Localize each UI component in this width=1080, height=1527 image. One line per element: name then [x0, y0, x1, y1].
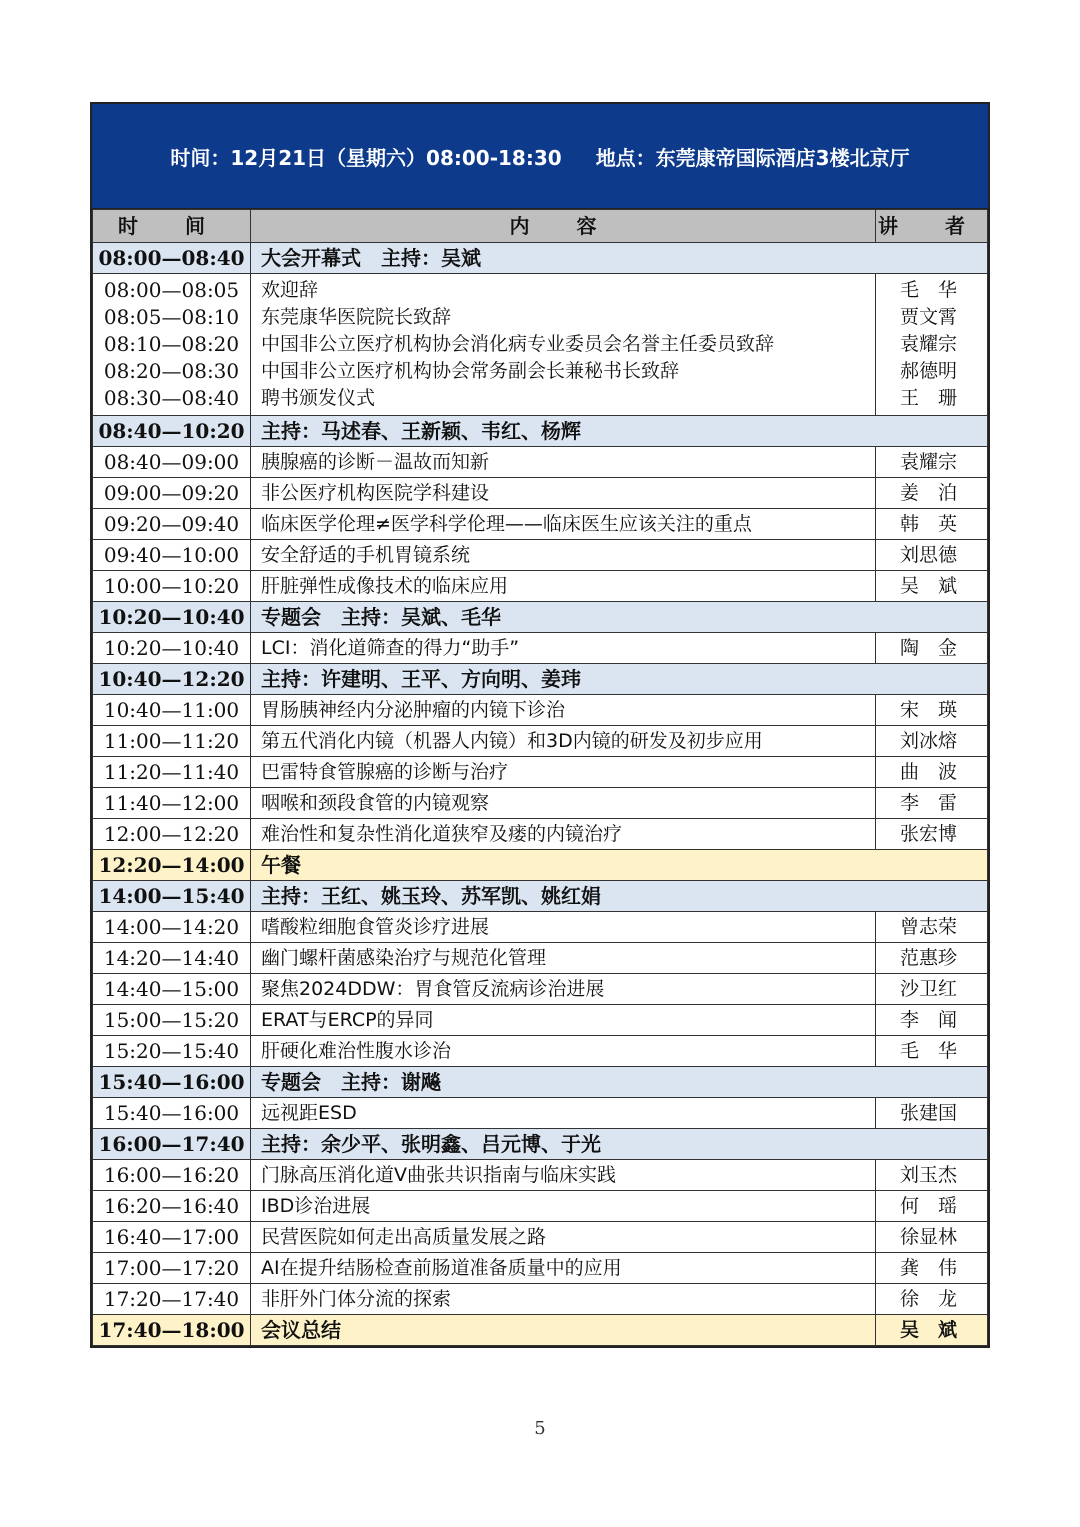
opening-time: 08:00—08:05 — [103, 278, 240, 302]
table-row — [93, 1191, 988, 1222]
row-time: 10:20—10:40 — [93, 602, 251, 633]
row-speaker: 曾志荣 — [876, 912, 988, 943]
table-row — [93, 509, 988, 540]
row-content: 难治性和复杂性消化道狭窄及瘘的内镜治疗 — [251, 819, 876, 850]
row-content: 专题会 主持：吴斌、毛华 — [251, 602, 988, 633]
row-time: 15:00—15:20 — [93, 1005, 251, 1036]
opening-items — [93, 274, 988, 416]
section-row — [93, 416, 988, 447]
row-time: 10:20—10:40 — [93, 633, 251, 664]
row-content: 幽门螺杆菌感染治疗与规范化管理 — [251, 943, 876, 974]
schedule-table — [90, 102, 990, 1348]
row-time: 09:00—09:20 — [93, 478, 251, 509]
opening-time: 08:20—08:30 — [103, 359, 240, 383]
row-time: 09:40—10:00 — [93, 540, 251, 571]
header-content: 内 容 — [251, 210, 876, 243]
highlight-row — [93, 850, 988, 881]
row-time: 08:40—10:20 — [93, 416, 251, 447]
section-row — [93, 664, 988, 695]
opening-topics — [251, 274, 876, 416]
row-time: 10:40—12:20 — [93, 664, 251, 695]
table-row — [93, 447, 988, 478]
table-row — [93, 1284, 988, 1315]
section-time: 08:00—08:40 — [93, 243, 251, 274]
row-content: 民营医院如何走出高质量发展之路 — [251, 1222, 876, 1253]
section-row — [93, 1067, 988, 1098]
row-time: 08:40—09:00 — [93, 447, 251, 478]
row-content: 嗜酸粒细胞食管炎诊疗进展 — [251, 912, 876, 943]
opening-speaker: 贾文霄 — [900, 306, 958, 328]
row-content: ERAT与ERCP的异同 — [251, 1005, 876, 1036]
row-content: 安全舒适的手机胃镜系统 — [251, 540, 876, 571]
row-speaker: 徐显林 — [876, 1222, 988, 1253]
row-content: LCI：消化道筛查的得力“助手” — [251, 633, 876, 664]
row-content: 肝脏弹性成像技术的临床应用 — [251, 571, 876, 602]
row-content: 巴雷特食管腺癌的诊断与治疗 — [251, 757, 876, 788]
row-content: 午餐 — [251, 850, 988, 881]
row-speaker: 宋 瑛 — [876, 695, 988, 726]
table-row — [93, 478, 988, 509]
row-speaker: 刘冰熔 — [876, 726, 988, 757]
opening-time: 08:30—08:40 — [103, 386, 240, 410]
row-speaker: 刘思德 — [876, 540, 988, 571]
row-speaker: 吴 斌 — [876, 1315, 988, 1346]
opening-speaker: 郝德明 — [900, 360, 958, 382]
table-row — [93, 540, 988, 571]
opening-speaker: 毛 华 — [900, 279, 958, 301]
row-time: 11:20—11:40 — [93, 757, 251, 788]
row-time: 09:20—09:40 — [93, 509, 251, 540]
table-row — [93, 757, 988, 788]
row-content: 非肝外门体分流的探索 — [251, 1284, 876, 1315]
table-row — [93, 1005, 988, 1036]
row-speaker: 李 闻 — [876, 1005, 988, 1036]
row-content: 远视距ESD — [251, 1098, 876, 1129]
table-row — [93, 1253, 988, 1284]
table-row — [93, 1160, 988, 1191]
row-content: 会议总结 — [251, 1315, 876, 1346]
banner-venue: 地点：东莞康帝国际酒店3楼北京厅 — [595, 145, 910, 170]
opening-topic: 中国非公立医疗机构协会常务副会长兼秘书长致辞 — [261, 360, 680, 382]
row-content: IBD诊治进展 — [251, 1191, 876, 1222]
opening-topic: 聘书颁发仪式 — [261, 387, 376, 409]
row-time: 14:20—14:40 — [93, 943, 251, 974]
row-speaker: 吴 斌 — [876, 571, 988, 602]
header-time: 时 间 — [93, 210, 251, 243]
table-row — [93, 788, 988, 819]
table-row — [93, 819, 988, 850]
row-speaker: 陶 金 — [876, 633, 988, 664]
row-content: 咽喉和颈段食管的内镜观察 — [251, 788, 876, 819]
row-time: 16:40—17:00 — [93, 1222, 251, 1253]
section-row — [93, 881, 988, 912]
section-row — [93, 602, 988, 633]
table-row — [93, 633, 988, 664]
header-speaker: 讲 者 — [876, 210, 988, 243]
row-time: 16:00—16:20 — [93, 1160, 251, 1191]
header-row — [93, 210, 988, 243]
row-speaker: 徐 龙 — [876, 1284, 988, 1315]
row-time: 14:40—15:00 — [93, 974, 251, 1005]
opening-time: 08:05—08:10 — [103, 305, 240, 329]
row-speaker: 曲 波 — [876, 757, 988, 788]
opening-topic: 东莞康华医院院长致辞 — [261, 306, 452, 328]
row-speaker: 姜 泊 — [876, 478, 988, 509]
row-content: AI在提升结肠检查前肠道准备质量中的应用 — [251, 1253, 876, 1284]
row-speaker: 沙卫红 — [876, 974, 988, 1005]
row-speaker: 李 雷 — [876, 788, 988, 819]
table-row — [93, 1098, 988, 1129]
row-time: 17:40—18:00 — [93, 1315, 251, 1346]
row-time: 14:00—14:20 — [93, 912, 251, 943]
table-row — [93, 1222, 988, 1253]
row-time: 11:00—11:20 — [93, 726, 251, 757]
row-time: 15:40—16:00 — [93, 1098, 251, 1129]
row-speaker: 韩 英 — [876, 509, 988, 540]
table-row — [93, 695, 988, 726]
section-row-opening — [93, 243, 988, 274]
row-speaker: 张建国 — [876, 1098, 988, 1129]
table-row — [93, 912, 988, 943]
agenda-table — [92, 209, 988, 1346]
row-time: 12:20—14:00 — [93, 850, 251, 881]
row-time: 15:40—16:00 — [93, 1067, 251, 1098]
row-content: 主持：许建明、王平、方向明、姜玮 — [251, 664, 988, 695]
row-time: 11:40—12:00 — [93, 788, 251, 819]
row-content: 胃肠胰神经内分泌肿瘤的内镜下诊治 — [251, 695, 876, 726]
page-number: 5 — [534, 1418, 546, 1439]
row-speaker: 刘玉杰 — [876, 1160, 988, 1191]
opening-times — [93, 274, 251, 416]
row-time: 10:00—10:20 — [93, 571, 251, 602]
opening-topic: 欢迎辞 — [261, 279, 319, 301]
opening-time: 08:10—08:20 — [103, 332, 240, 356]
opening-topic: 中国非公立医疗机构协会消化病专业委员会名誉主任委员致辞 — [261, 333, 775, 355]
schedule-banner — [92, 104, 988, 209]
section-title: 大会开幕式 主持：吴斌 — [251, 243, 988, 274]
row-time: 10:40—11:00 — [93, 695, 251, 726]
table-row — [93, 726, 988, 757]
table-row — [93, 571, 988, 602]
row-time: 15:20—15:40 — [93, 1036, 251, 1067]
row-content: 胰腺癌的诊断－温故而知新 — [251, 447, 876, 478]
row-content: 非公医疗机构医院学科建设 — [251, 478, 876, 509]
opening-speaker: 王 珊 — [900, 387, 958, 409]
row-time: 14:00—15:40 — [93, 881, 251, 912]
row-content: 第五代消化内镜（机器人内镜）和3D内镜的研发及初步应用 — [251, 726, 876, 757]
table-row — [93, 1036, 988, 1067]
highlight-row — [93, 1315, 988, 1346]
row-content: 临床医学伦理≠医学科学伦理——临床医生应该关注的重点 — [251, 509, 876, 540]
section-row — [93, 1129, 988, 1160]
opening-speakers — [876, 274, 988, 416]
row-content: 主持：王红、姚玉玲、苏军凯、姚红娟 — [251, 881, 988, 912]
row-speaker: 毛 华 — [876, 1036, 988, 1067]
row-speaker: 龚 伟 — [876, 1253, 988, 1284]
row-time: 17:00—17:20 — [93, 1253, 251, 1284]
table-row — [93, 943, 988, 974]
row-time: 17:20—17:40 — [93, 1284, 251, 1315]
table-row — [93, 974, 988, 1005]
row-speaker: 何 瑶 — [876, 1191, 988, 1222]
row-content: 主持：余少平、张明鑫、吕元博、于光 — [251, 1129, 988, 1160]
row-speaker: 范惠珍 — [876, 943, 988, 974]
row-time: 16:20—16:40 — [93, 1191, 251, 1222]
row-content: 肝硬化难治性腹水诊治 — [251, 1036, 876, 1067]
row-time: 16:00—17:40 — [93, 1129, 251, 1160]
row-speaker: 袁耀宗 — [876, 447, 988, 478]
row-content: 主持：马述春、王新颖、韦红、杨辉 — [251, 416, 988, 447]
row-speaker: 张宏博 — [876, 819, 988, 850]
opening-speaker: 袁耀宗 — [900, 333, 958, 355]
row-content: 门脉高压消化道V曲张共识指南与临床实践 — [251, 1160, 876, 1191]
row-content: 专题会 主持：谢飚 — [251, 1067, 988, 1098]
row-time: 12:00—12:20 — [93, 819, 251, 850]
row-content: 聚焦2024DDW：胃食管反流病诊治进展 — [251, 974, 876, 1005]
banner-time: 时间：12月21日（星期六）08:00-18:30 — [170, 145, 562, 170]
